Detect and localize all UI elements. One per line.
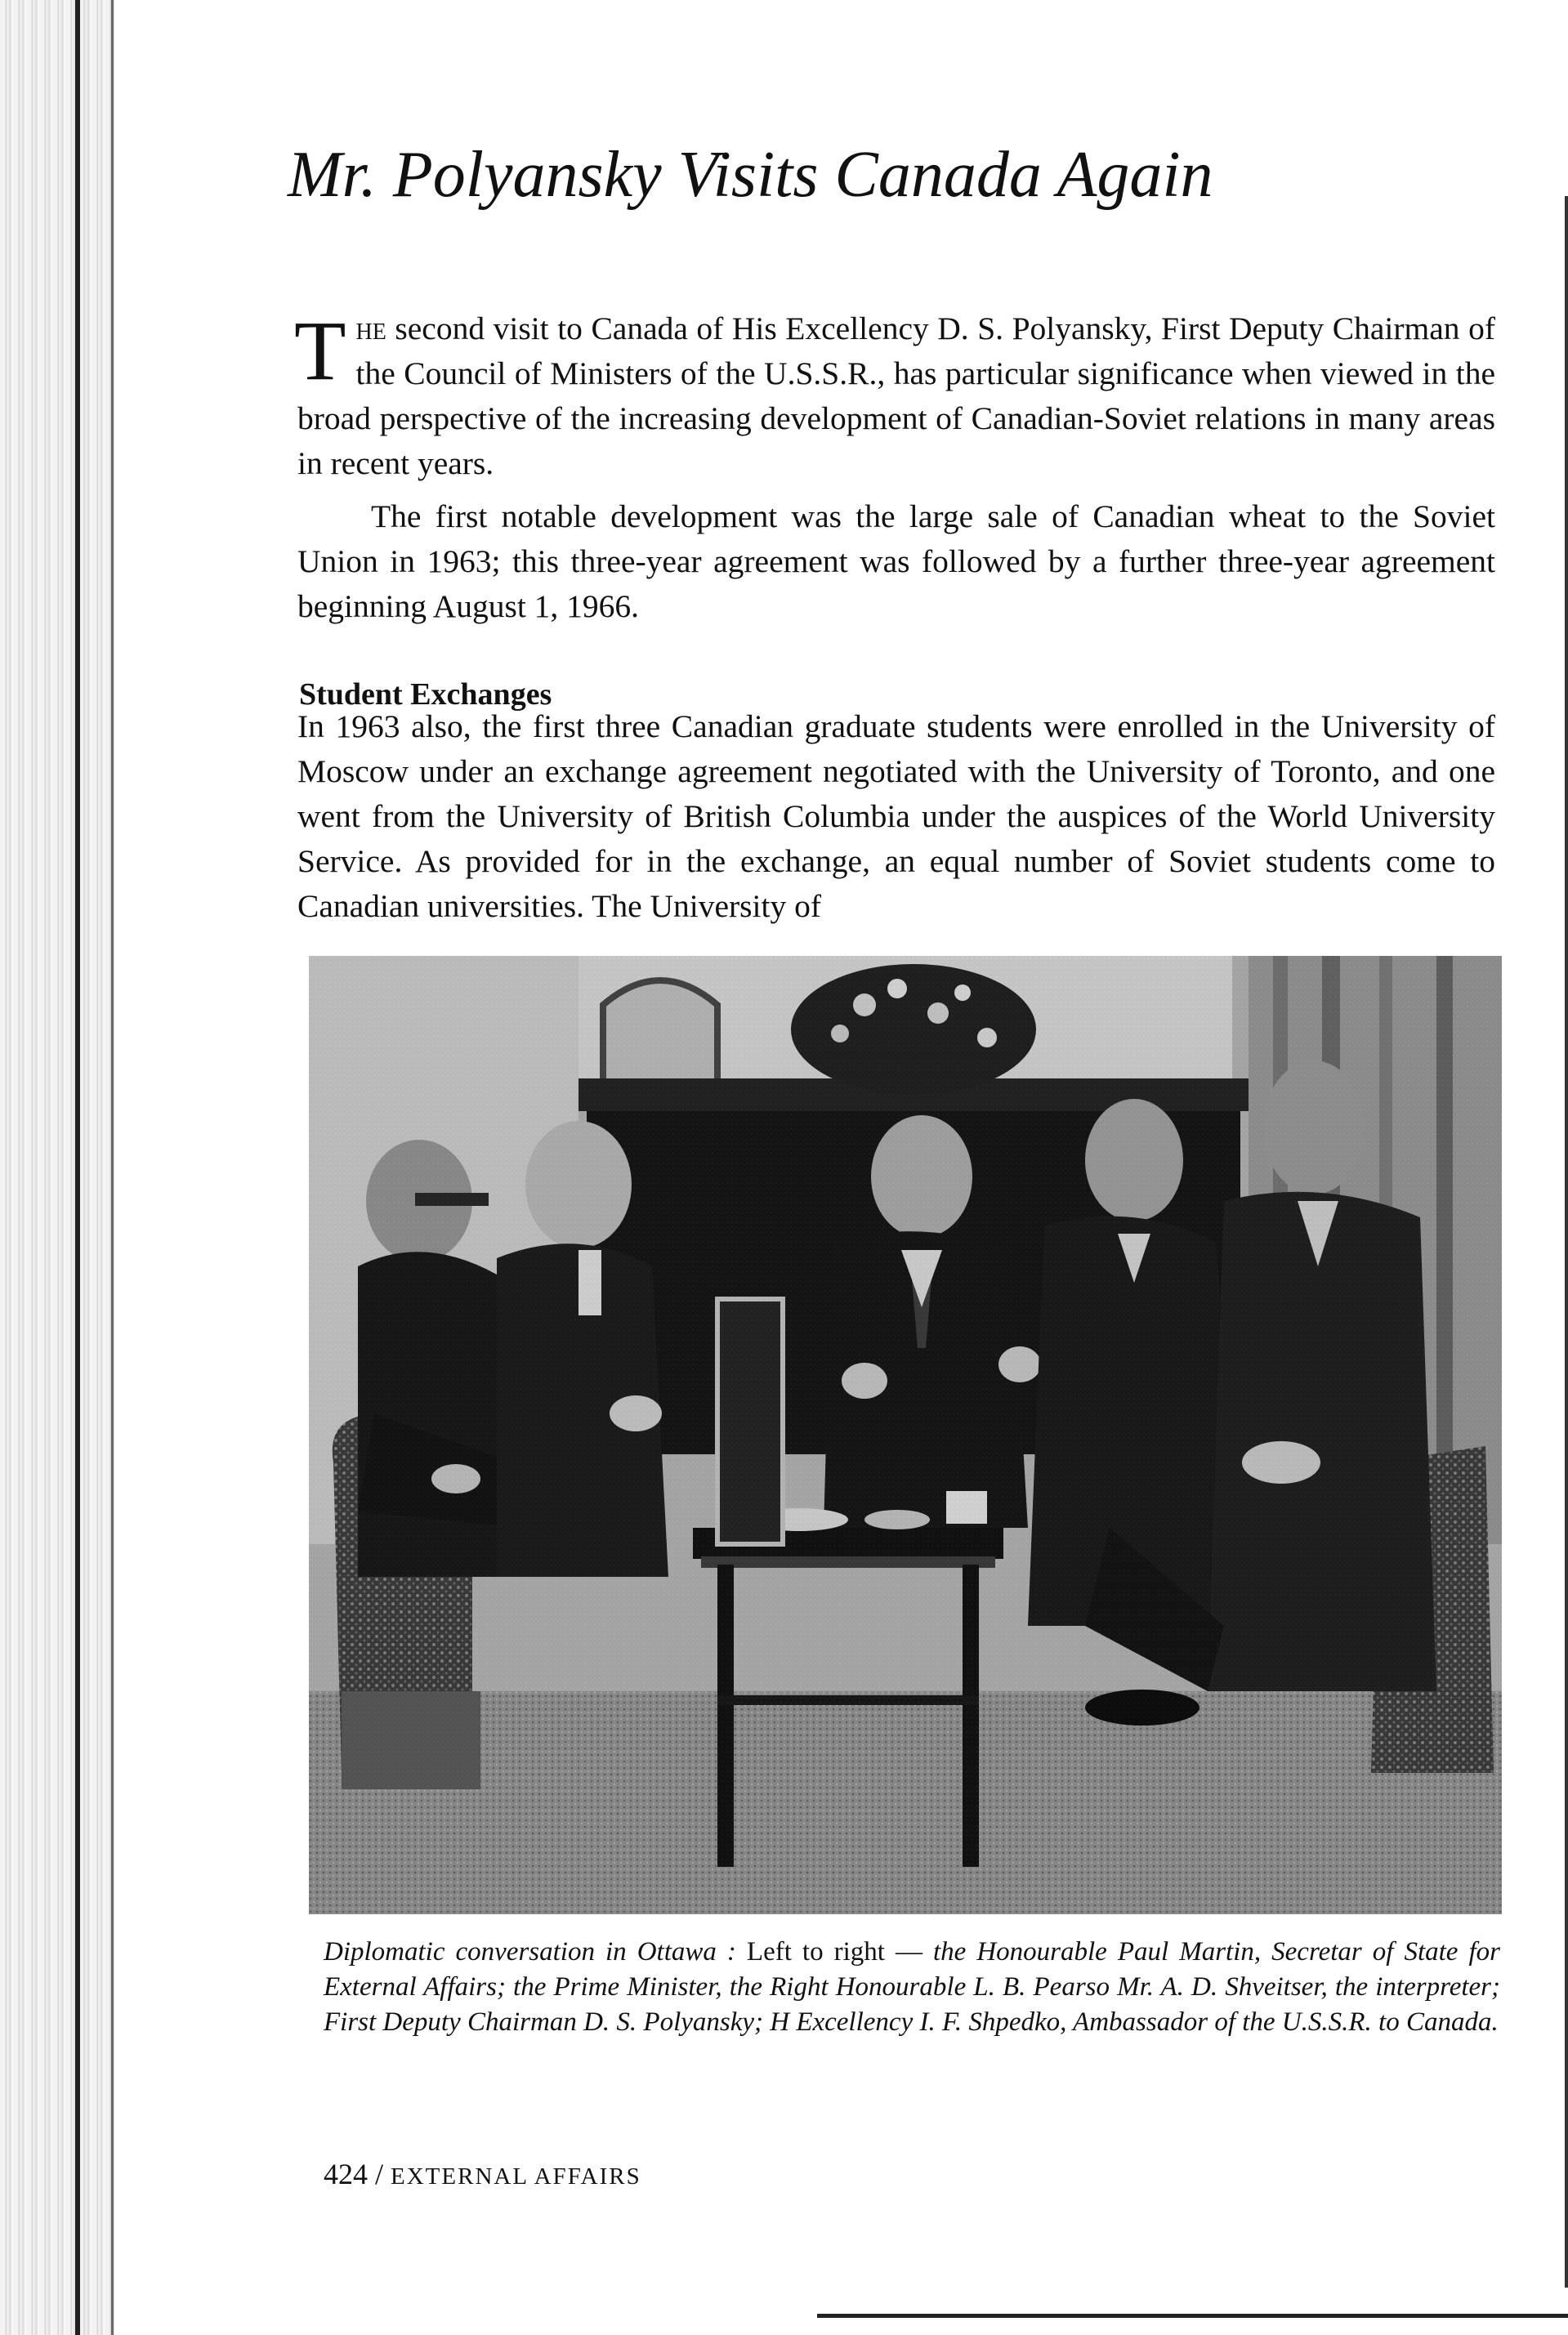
gutter-page-edge [111,0,114,2335]
paragraph-student-exchanges: In 1963 also, the first three Canadian graduate students were enrolled in the University of Moscow under an exchange agreement negotiated with the University of Toronto, and one went from the University of British Columbia under the auspices of the World University Service. As provided for in the exchange, an equal number of Soviet students come to Canadian universities. The University of [297,708,1495,924]
paragraph-intro [294,304,1495,486]
caption-lead: Diplomatic conversation in Ottawa : [324,1937,736,1967]
caption-plain: Left to right — [735,1937,933,1967]
page-bottom-edge [817,2314,1568,2318]
gutter-shadow-line [75,0,80,2335]
publication-name: EXTERNAL AFFAIRS [391,2163,641,2190]
page-right-edge [1565,196,1568,2288]
photograph-diplomatic-meeting [309,956,1502,1914]
paragraph-intro-text: second visit to Canada of His Excellency D. S. Polyansky, First Deputy Chairman of the Council of Ministers of the U.S.S.R., has particular significance when viewed in the broad perspective of the increasing development of Canadian-Soviet relations in many areas in recent years. [297,310,1495,481]
drop-cap: T [294,304,346,398]
article-title: Mr. Polyansky Visits Canada Again [288,139,1213,211]
page-footer [324,2157,641,2191]
section-heading: Student Exchanges [299,677,552,712]
photo-caption [324,1935,1500,2040]
paragraph-wheat-sale: The first notable development was the large sale of Canadian wheat to the Soviet Union in 1963; this three-year agreement was followed by a further three-year agreement beginning August 1, 1966. [297,498,1495,624]
book-gutter [0,0,114,2335]
page-number: 424 / [324,2158,384,2190]
lead-smallcaps: he [355,310,386,346]
photograph-illustration [309,956,1502,1914]
caption-names: the Honourable Paul Martin, Secretar of State for External Affairs; the Prime Minister, the Right Honourable L. B. Pearso Mr. A. D. Shveitser, the interpreter; First Deputy Chairman D. S. Polyansky; H Excellency I. F. Shpedko, Ambassador of the U.S.S.R. to Canada. [324,1937,1500,2037]
